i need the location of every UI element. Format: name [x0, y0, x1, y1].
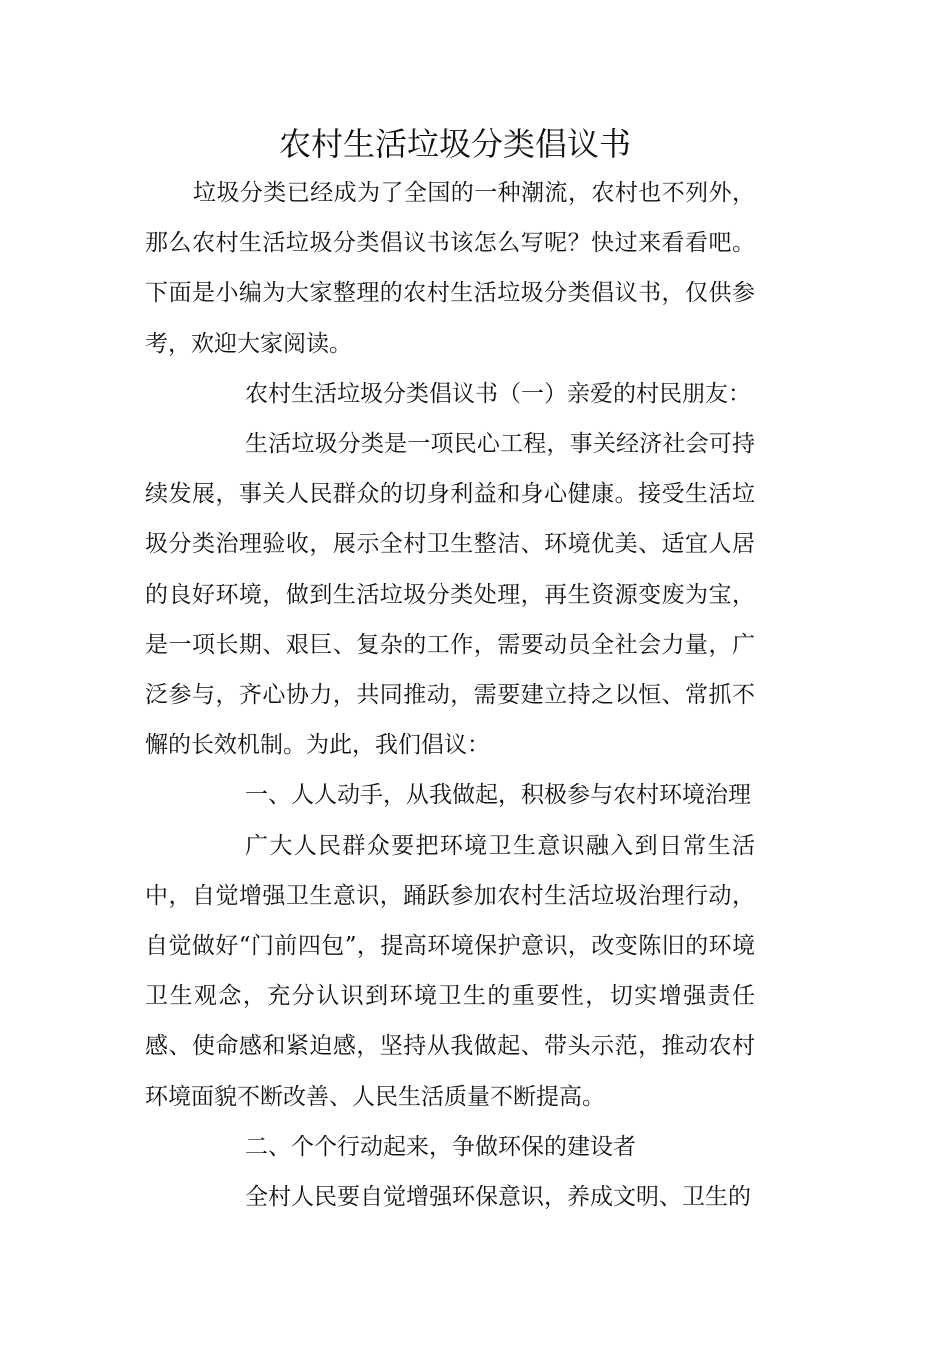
document-body [145, 168, 755, 1222]
section-heading-2: 二、个个行动起来，争做环保的建设者 [245, 1133, 636, 1160]
body-paragraph: 广大人民群众要把环境卫生意识融入到日常生活中，自觉增强卫生意识，踊跃参加农村生活垃圾治理行动，自觉做好“门前四包”，提高环境保护意识，改变陈旧的环境卫生观念，充分认识到环境卫生的重要性，切实增强责任感、使命感和紧迫感，坚持从我做起、带头示范，推动农村环境面貌不断改善、人民生活质量不断提高。 [145, 832, 755, 1110]
intro-paragraph: 垃圾分类已经成为了全国的一种潮流，农村也不列外，那么农村生活垃圾分类倡议书该怎么写呢？快过来看看吧。下面是小编为大家整理的农村生活垃圾分类倡议书，仅供参考，欢迎大家阅读。 [145, 180, 755, 357]
body-paragraph: 生活垃圾分类是一项民心工程，事关经济社会可持续发展，事关人民群众的切身利益和身心健康。接受生活垃圾分类治理验收，展示全村卫生整洁、环境优美、适宜人居的良好环境，做到生活垃圾分类处理，再生资源变废为宝，是一项长期、艰巨、复杂的工作，需要动员全社会力量，广泛参与，齐心协力，共同推动，需要建立持之以恒、常抓不懈的长效机制。为此，我们倡议： [145, 431, 755, 759]
section-heading-1: 一、人人动手，从我做起，积极参与农村环境治理 [245, 782, 751, 809]
body-paragraph: 全村人民要自觉增强环保意识，养成文明、卫生的 [245, 1184, 751, 1211]
letter-heading: 农村生活垃圾分类倡议书（一）亲爱的村民朋友： [245, 380, 751, 407]
document-title: 农村生活垃圾分类倡议书 [278, 125, 631, 163]
